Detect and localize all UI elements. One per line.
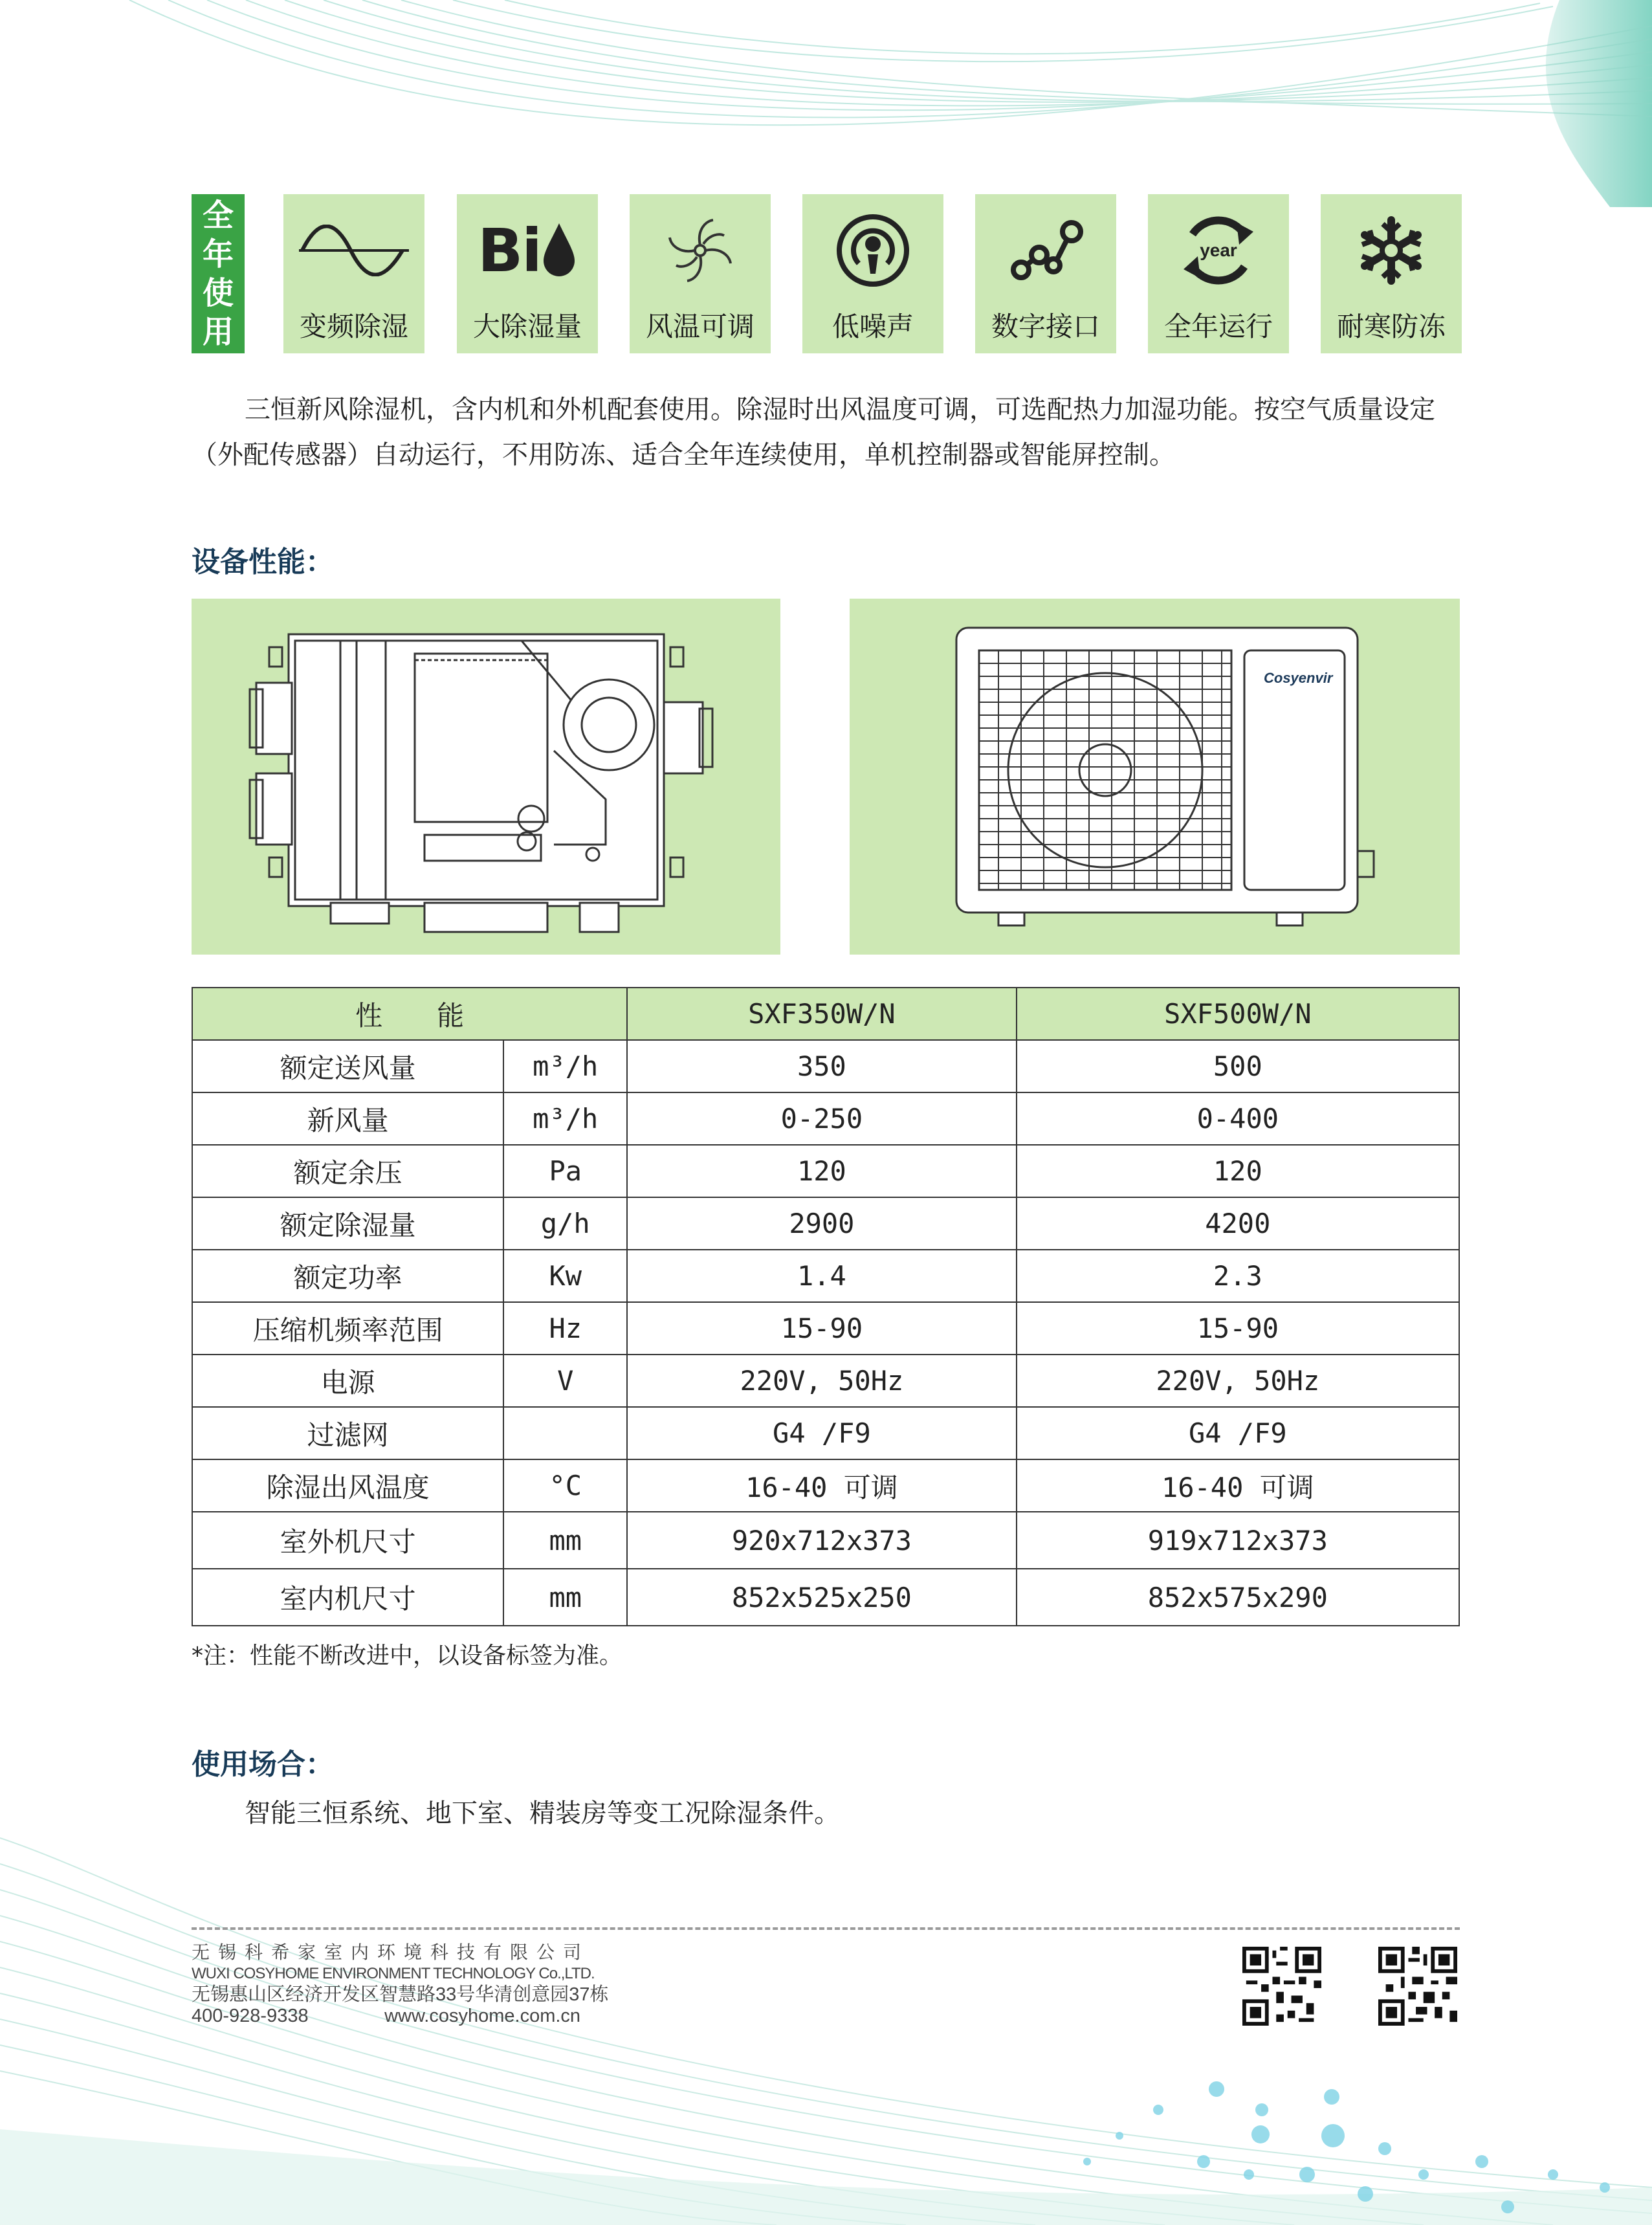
table-row bbox=[192, 1512, 1459, 1569]
big-drop-icon: Bi bbox=[457, 208, 598, 293]
row-value-2: 2.3 bbox=[1017, 1250, 1459, 1302]
footer-divider bbox=[192, 1927, 1460, 1930]
row-value-1: 120 bbox=[627, 1145, 1016, 1197]
usage-text: 智能三恒系统、地下室、精装房等变工况除湿条件。 bbox=[245, 1799, 840, 1828]
row-unit: V bbox=[503, 1355, 627, 1407]
row-value-1: 0-250 bbox=[627, 1092, 1016, 1145]
row-unit bbox=[503, 1407, 627, 1459]
row-unit: °C bbox=[503, 1459, 627, 1512]
fan-swirl-icon bbox=[630, 208, 771, 293]
row-name: 额定除湿量 bbox=[192, 1197, 503, 1250]
row-value-1: 16-40 可调 bbox=[627, 1459, 1016, 1512]
strip-tag-all-year: 全 年 使 用 bbox=[192, 194, 245, 353]
row-name: 除湿出风温度 bbox=[192, 1459, 503, 1512]
row-value-1: 220V, 50Hz bbox=[627, 1355, 1016, 1407]
row-unit: mm bbox=[503, 1512, 627, 1569]
row-name: 过滤网 bbox=[192, 1407, 503, 1459]
row-name: 新风量 bbox=[192, 1092, 503, 1145]
table-row bbox=[192, 1250, 1459, 1302]
sine-wave-icon bbox=[283, 208, 424, 293]
feature-inverter-dehumidify: 变频除湿 bbox=[283, 194, 424, 353]
row-value-1: 920x712x373 bbox=[627, 1512, 1016, 1569]
row-value-2: 220V, 50Hz bbox=[1017, 1355, 1459, 1407]
row-unit: Kw bbox=[503, 1250, 627, 1302]
feature-large-dehumidify: Bi 大除湿量 bbox=[457, 194, 598, 353]
top-wave-decoration bbox=[0, 0, 1652, 207]
row-value-2: 852x575x290 bbox=[1017, 1569, 1459, 1626]
table-row bbox=[192, 1407, 1459, 1459]
company-website: www.cosyhome.com.cn bbox=[384, 2006, 581, 2026]
table-row bbox=[192, 1302, 1459, 1355]
row-unit: m³/h bbox=[503, 1092, 627, 1145]
row-value-1: 1.4 bbox=[627, 1250, 1016, 1302]
row-unit: mm bbox=[503, 1569, 627, 1626]
table-row bbox=[192, 1197, 1459, 1250]
row-name: 室外机尺寸 bbox=[192, 1512, 503, 1569]
feature-low-noise: 低噪声 bbox=[802, 194, 943, 353]
indoor-unit-image bbox=[192, 599, 780, 955]
feature-cold-resistant: 耐寒防冻 bbox=[1321, 194, 1462, 353]
table-row bbox=[192, 1355, 1459, 1407]
row-unit: g/h bbox=[503, 1197, 627, 1250]
row-unit: m³/h bbox=[503, 1040, 627, 1092]
company-name-cn: 无锡科希家室内环境科技有限公司 bbox=[192, 1942, 590, 1962]
row-name: 室内机尺寸 bbox=[192, 1569, 503, 1626]
header-model-1: SXF350W/N bbox=[627, 988, 1016, 1040]
low-noise-icon bbox=[802, 208, 943, 293]
feature-digital-interface: 数字接口 bbox=[975, 194, 1116, 353]
spec-table bbox=[192, 987, 1460, 1626]
table-header-row bbox=[192, 988, 1459, 1040]
year-cycle-icon bbox=[1148, 208, 1289, 293]
row-value-1: G4 /F9 bbox=[627, 1407, 1016, 1459]
intro-paragraph: 三恒新风除湿机，含内机和外机配套使用。除湿时出风温度可调，可选配热力加湿功能。按空气质量设定（外配传感器）自动运行，不用防冻、适合全年连续使用，单机控制器或智能屏控制。 bbox=[192, 395, 1435, 470]
table-note: *注：性能不断改进中，以设备标签为准。 bbox=[192, 1643, 623, 1669]
outdoor-unit-image bbox=[850, 599, 1460, 955]
table-row bbox=[192, 1145, 1459, 1197]
row-unit: Hz bbox=[503, 1302, 627, 1355]
row-unit: Pa bbox=[503, 1145, 627, 1197]
table-row bbox=[192, 1459, 1459, 1512]
feature-year-round: year 全年运行 bbox=[1148, 194, 1289, 353]
row-name: 额定余压 bbox=[192, 1145, 503, 1197]
table-row bbox=[192, 1569, 1459, 1626]
feature-strip bbox=[192, 194, 1460, 353]
qr-code-2 bbox=[1378, 1947, 1457, 2026]
company-contact bbox=[192, 2006, 609, 2027]
row-value-2: 16-40 可调 bbox=[1017, 1459, 1459, 1512]
snowflake-icon bbox=[1321, 208, 1462, 293]
company-address: 无锡惠山区经济开发区智慧路33号华清创意园37栋 bbox=[192, 1984, 609, 2005]
svg-text:year: year bbox=[1200, 240, 1237, 260]
svg-text:Cosyenvir: Cosyenvir bbox=[1264, 670, 1333, 686]
row-value-2: G4 /F9 bbox=[1017, 1407, 1459, 1459]
row-value-2: 919x712x373 bbox=[1017, 1512, 1459, 1569]
row-value-1: 350 bbox=[627, 1040, 1016, 1092]
row-value-2: 15-90 bbox=[1017, 1302, 1459, 1355]
row-value-1: 2900 bbox=[627, 1197, 1016, 1250]
row-value-1: 852x525x250 bbox=[627, 1569, 1016, 1626]
header-model-2: SXF500W/N bbox=[1017, 988, 1459, 1040]
table-row bbox=[192, 1040, 1459, 1092]
company-phone: 400-928-9338 bbox=[192, 2006, 309, 2026]
row-name: 额定送风量 bbox=[192, 1040, 503, 1092]
header-performance: 性 能 bbox=[192, 988, 627, 1040]
performance-title: 设备性能： bbox=[192, 546, 334, 579]
digital-port-icon bbox=[975, 208, 1116, 293]
row-name: 电源 bbox=[192, 1355, 503, 1407]
row-value-2: 0-400 bbox=[1017, 1092, 1459, 1145]
row-value-1: 15-90 bbox=[627, 1302, 1016, 1355]
row-name: 额定功率 bbox=[192, 1250, 503, 1302]
feature-adjustable-temp: 风温可调 bbox=[630, 194, 771, 353]
row-name: 压缩机频率范围 bbox=[192, 1302, 503, 1355]
company-info bbox=[192, 1942, 609, 2027]
qr-code-1 bbox=[1242, 1947, 1321, 2026]
usage-title: 使用场合： bbox=[192, 1748, 334, 1781]
row-value-2: 120 bbox=[1017, 1145, 1459, 1197]
row-value-2: 500 bbox=[1017, 1040, 1459, 1092]
company-name-en: WUXI COSYHOME ENVIRONMENT TECHNOLOGY Co.,LTD. bbox=[192, 1965, 595, 1982]
row-value-2: 4200 bbox=[1017, 1197, 1459, 1250]
table-row bbox=[192, 1092, 1459, 1145]
